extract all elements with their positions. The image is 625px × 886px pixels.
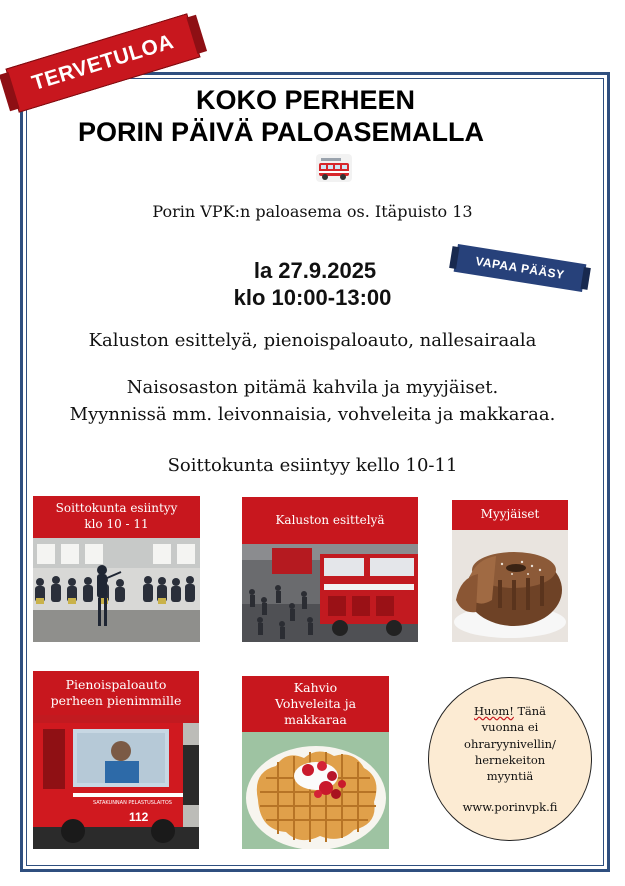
mini-truck-photo [33,715,199,849]
title-line-1: KOKO PERHEEN [196,85,416,115]
event-date: la 27.9.2025 [253,258,377,283]
info-line-equipment: Kaluston esittelyä, pienoispaloauto, nallesairaala [88,330,537,351]
fire-truck-icon [315,153,353,183]
waffles-photo [242,732,389,849]
free-entry-banner-text: VAPAA PÄÄSY [474,254,566,282]
card-cafe-label [242,676,389,732]
welcome-banner-text: TERVETULOA [29,30,177,96]
notice-text [451,703,569,785]
equipment-photo [242,544,418,642]
card-band [33,496,200,642]
band-photo [33,538,200,642]
bundt-cake-photo [452,530,568,642]
card-bazaar [452,500,568,642]
card-band-label-line1: Soittokunta esiintyy [55,501,178,516]
card-cafe [242,676,389,849]
card-mini-truck [33,671,199,849]
mini-truck-number: 112 [129,810,149,824]
card-bazaar-label: Myyjäiset [452,500,568,530]
event-time: klo 10:00-13:00 [233,285,392,310]
title-line-2: PORIN PÄIVÄ PALOASEMALLA [78,117,485,147]
notice-huom: Huom! [473,704,514,719]
card-mini-truck-label-line2: perheen pienimmille [50,693,182,708]
mini-truck-side-text: SATAKUNNAN PELASTUSLAITOS [93,800,172,806]
card-band-label [33,496,200,538]
notice-body: Tänä vuonna ei ohraryynivellin/ hernekeiton myyntiä [464,704,556,784]
card-equipment [242,497,418,642]
card-mini-truck-label [33,671,199,715]
address-text: Porin VPK:n paloasema os. Itäpuisto 13 [152,202,473,221]
card-band-label-line2: klo 10 - 11 [84,517,149,531]
card-cafe-label-line2: Vohveleita ja [274,695,357,711]
card-cafe-label-line3: makkaraa [284,712,347,728]
info-line-sales: Myynnissä mm. leivonnaisia, vohveleita ja makkaraa. [69,404,556,425]
card-cafe-label-line1: Kahvio [293,679,338,695]
card-equipment-label: Kaluston esittelyä [242,497,418,544]
card-mini-truck-label-line1: Pienoispaloauto [65,676,167,692]
notice-circle [428,677,592,841]
info-line-cafe: Naisosaston pitämä kahvila ja myyjäiset. [126,377,499,398]
website-url: www.porinvpk.fi [462,799,558,814]
info-line-band: Soittokunta esiintyy kello 10-11 [167,455,458,476]
